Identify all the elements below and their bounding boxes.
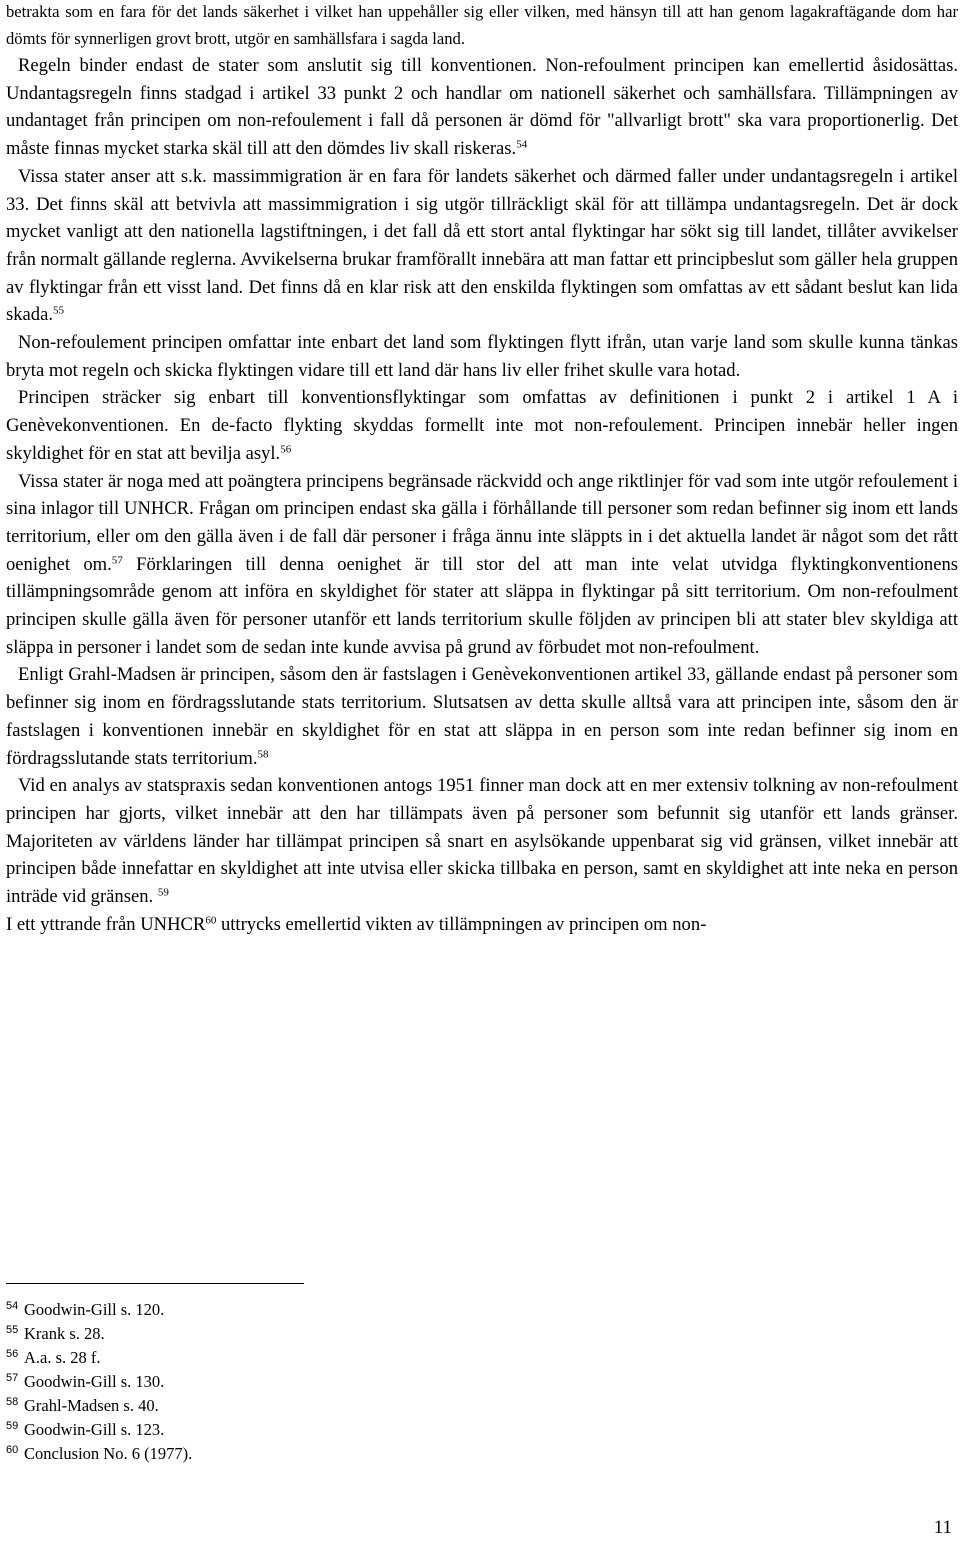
footnote: 57 Goodwin-Gill s. 130. (6, 1371, 165, 1391)
footnote-text: Conclusion No. 6 (1977). (24, 1444, 193, 1463)
footnote: 58 Grahl-Madsen s. 40. (6, 1395, 159, 1415)
paragraph (6, 661, 958, 772)
paragraph-text: Non-refoulement principen omfattar inte enbart det land som flyktingen flytt ifrån, utan varje land som skulle kunna tänkas bryta mot regeln och skicka flyktingen vidare till ett land där hans liv eller frihet skulle vara hotad. (6, 332, 958, 381)
footnote-reference[interactable]: 59 (157, 886, 169, 899)
paragraph-text: Enligt Grahl-Madsen är principen, såsom den är fastslagen i Genèvekonventionen artikel 33, gällande endast på personer som befinner sig inom en fördragsslutande stats territorium. Slutsatsen av detta skulle alltså vara att principen inte, såsom den är fastslagen i konventionen innebär en skyldighet för en stat att släppa in en person som inte redan befinner sig inom en fördragsslutande stats territorium. (6, 664, 958, 769)
paragraph (6, 911, 958, 939)
footnote-text: Goodwin-Gill s. 130. (24, 1372, 165, 1391)
paragraph (6, 772, 958, 911)
footnote-text: Krank s. 28. (24, 1324, 105, 1343)
footnote-reference[interactable]: 54 (516, 138, 528, 151)
paragraph (6, 52, 958, 163)
footnote-text: Goodwin-Gill s. 120. (24, 1300, 165, 1319)
footnote-reference[interactable]: 60 (205, 914, 217, 927)
paragraph-text: I ett yttrande från UNHCR (6, 913, 206, 935)
paragraph-text: Vissa stater är noga med att poängtera principens begränsade räckvidd och ange riktlinjer för vad som inte utgör refoulement i sina inlagor till UNHCR. Frågan om principen endast ska gälla i förhållande till personer som redan befinner sig inom ett lands territorium, eller om den gälla även i de fall där personer i fråga ännu inte släppts in i det aktuella landet är något som det rått oenighet om. (6, 470, 958, 575)
paragraph (6, 384, 958, 467)
footnote-text: Grahl-Madsen s. 40. (24, 1396, 159, 1415)
footnote: 59 Goodwin-Gill s. 123. (6, 1419, 165, 1439)
body-text (6, 0, 958, 939)
page-number: 11 (933, 1517, 952, 1538)
paragraph-text-continued: Förklaringen till denna oenighet är till stor del att man inte velat utvidga flyktingkonventionens tillämpningsområde genom att införa en skyldighet för stater att släppa in flyktingar på sitt territorium. Om non-refoulment principen skulle gälla även för personer utanför ett lands territorium skulle följden av principen bli att stater blev skyldiga att släppa in personer i landet som de sedan inte kunde avvisa på grund av förbudet mot non-refoulment. (6, 553, 958, 658)
footnote-reference[interactable]: 57 (111, 554, 123, 567)
footnote-text: Goodwin-Gill s. 123. (24, 1420, 165, 1439)
paragraph (6, 0, 958, 52)
footnote-reference[interactable]: 55 (52, 304, 64, 317)
paragraph-text: betrakta som en fara för det lands säkerhet i vilket han uppehåller sig eller vilken, med hänsyn till att han genom lagakraftägande dom har dömts för synnerligen grovt brott, utgör en samhällsfara i sagda land. (6, 2, 958, 48)
footnote-reference[interactable]: 58 (257, 747, 269, 760)
footnote-text: A.a. s. 28 f. (24, 1348, 101, 1367)
footnote: 60 Conclusion No. 6 (1977). (6, 1443, 193, 1463)
paragraph-text: Principen sträcker sig enbart till konventionsflyktingar som omfattas av definitionen i punkt 2 i artikel 1 A i Genèvekonventionen. En de-facto flykting skyddas formellt inte mot non-refoulement. Principen innebär heller ingen skyldighet för en stat att bevilja asyl. (6, 387, 958, 464)
footnote: 54 Goodwin-Gill s. 120. (6, 1299, 165, 1319)
paragraph-text: Regeln binder endast de stater som anslutit sig till konventionen. Non-refoulment principen kan emellertid åsidosättas. Undantagsregeln finns stadgad i artikel 33 punkt 2 och handlar om nationell säkerhet och samhällsfara. Tillämpningen av undantaget från principen om non-refoulement i fall då personen är dömd för "allvarligt brott" ska vara proportionerlig. Det måste finnas mycket starka skäl till att den dömdes liv skall riskeras. (6, 55, 958, 160)
paragraph-text-continued: uttrycks emellertid vikten av tillämpningen av principen om non- (216, 913, 707, 935)
paragraph (6, 329, 958, 384)
footnotes (6, 1298, 406, 1466)
footnote-separator (6, 1283, 304, 1284)
footnote-reference[interactable]: 56 (280, 443, 292, 456)
paragraph-text: Vissa stater anser att s.k. massimmigration är en fara för landets säkerhet och därmed faller under undantagsregeln i artikel 33. Det finns skäl att betvivla att massimmigration i sig utgör tillräckligt skäl för att tillämpa undantagsregeln. Det är dock mycket vanligt att den nationella lagstiftningen, i det fall då ett stort antal flyktingar har sökt sig till landet, tillåter avvikelser från normalt gällande reglerna. Avvikelserna brukar framförallt innebära att man fattar ett principbeslut som gäller hela gruppen av flyktingar från ett visst land. Det finns då en klar risk att den enskilda flyktingen som omfattas av ett sådant beslut kan lida skada. (6, 165, 958, 326)
paragraph (6, 163, 958, 329)
footnote: 56 A.a. s. 28 f. (6, 1347, 101, 1367)
footnote: 55 Krank s. 28. (6, 1323, 105, 1343)
paragraph (6, 468, 958, 662)
paragraph-text: Vid en analys av statspraxis sedan konventionen antogs 1951 finner man dock att en mer extensiv tolkning av non-refoulment principen har gjorts, vilket innebär att den har tillämpats även på personer som befunnit sig utanför ett lands gränser. Majoriteten av världens länder har tillämpat principen så snart en asylsökande uppenbarat sig vid gränsen, vilket innebär att principen både innefattar en skyldighet att inte utvisa eller skicka tillbaka en person, samt en skyldighet att inte neka en person inträde vid gränsen. (6, 775, 958, 908)
